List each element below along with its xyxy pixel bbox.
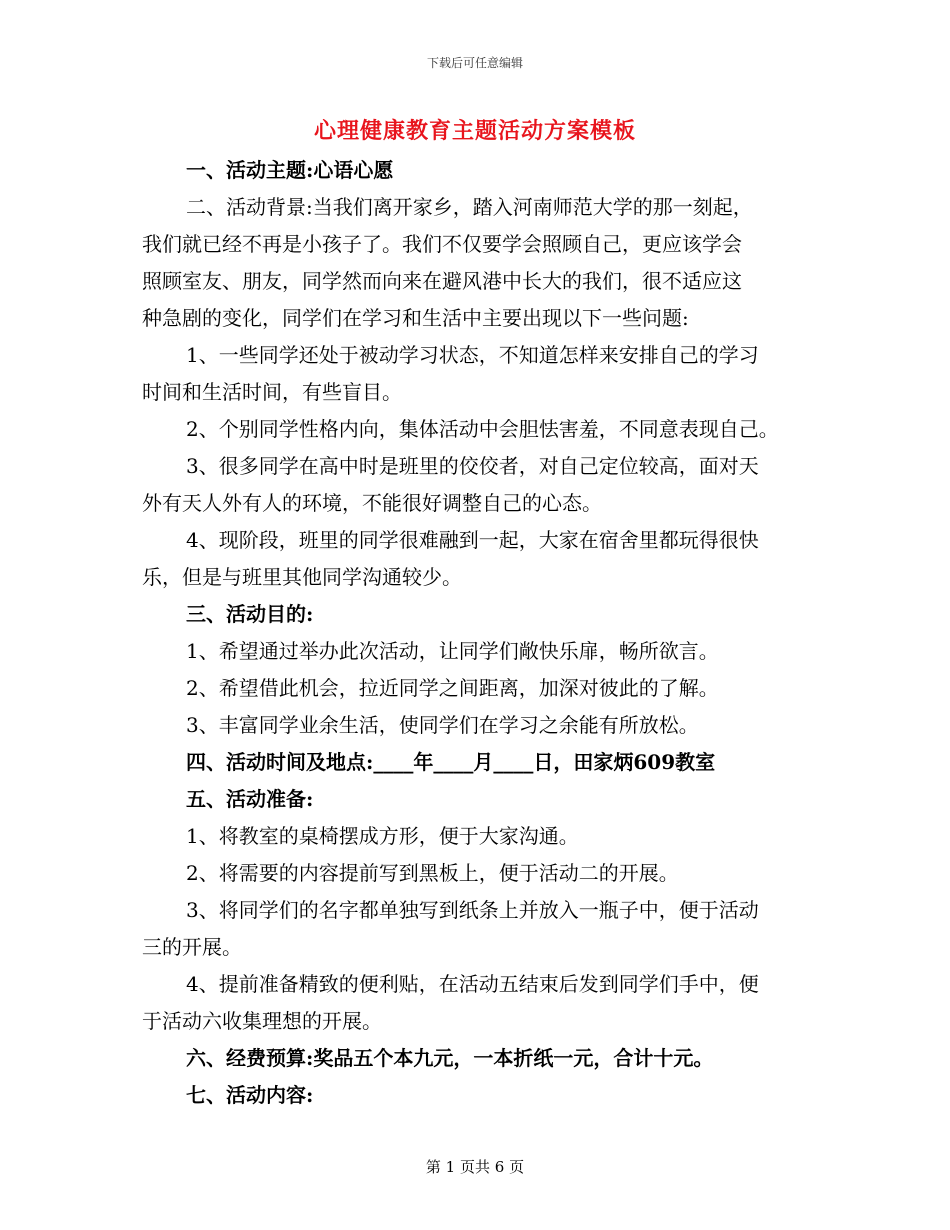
paragraph-line: 我们就已经不再是小孩子了。我们不仅要学会照顾自己，更应该学会 — [142, 232, 742, 256]
paragraph-line: 三的开展。 — [142, 935, 242, 959]
paragraph-line: 五、活动准备: — [186, 787, 314, 811]
header-note: 下载后可任意编辑 — [426, 56, 523, 70]
paragraph-line: 七、活动内容: — [186, 1083, 314, 1107]
paragraph-line: 1、希望通过举办此次活动，让同学们敞快乐扉，畅所欲言。 — [186, 639, 719, 663]
document-body — [142, 152, 822, 1114]
paragraph-line: 外有天人外有人的环境，不能很好调整自己的心态。 — [142, 491, 602, 515]
paragraph-line: 4、现阶段，班里的同学很难融到一起，大家在宿舍里都玩得很快 — [186, 528, 759, 552]
paragraph-line: 二、活动背景:当我们离开家乡，踏入河南师范大学的那一刻起， — [186, 195, 753, 219]
paragraph-line: 照顾室友、朋友，同学然而向来在避风港中长大的我们，很不适应这 — [142, 269, 742, 293]
document-title: 心理健康教育主题活动方案模板 — [313, 118, 636, 144]
paragraph-line: 一、活动主题:心语心愿 — [186, 158, 394, 182]
paragraph-line: 1、将教室的桌椅摆成方形，便于大家沟通。 — [186, 824, 579, 848]
paragraph-line: 2、个别同学性格内向，集体活动中会胆怯害羞，不同意表现自己。 — [186, 417, 779, 441]
paragraph-line: 2、希望借此机会，拉近同学之间距离，加深对彼此的了解。 — [186, 676, 719, 700]
page-footer: 第 1 页共 6 页 — [425, 1158, 525, 1176]
paragraph-line: 3、将同学们的名字都单独写到纸条上并放入一瓶子中，便于活动 — [186, 898, 759, 922]
paragraph-line: 4、提前准备精致的便利贴，在活动五结束后发到同学们手中，便 — [186, 972, 759, 996]
paragraph-line: 种急剧的变化，同学们在学习和生活中主要出现以下一些问题: — [142, 306, 689, 330]
paragraph-line: 3、丰富同学业余生活，使同学们在学习之余能有所放松。 — [186, 713, 699, 737]
paragraph-line: 乐，但是与班里其他同学沟通较少。 — [142, 565, 462, 589]
paragraph-line: 时间和生活时间，有些盲目。 — [142, 380, 402, 404]
paragraph-line: 六、经费预算:奖品五个本九元，一本折纸一元，合计十元。 — [186, 1046, 714, 1070]
paragraph-line: 于活动六收集理想的开展。 — [142, 1009, 382, 1033]
paragraph-line: 2、将需要的内容提前写到黑板上，便于活动二的开展。 — [186, 861, 679, 885]
paragraph-line: 1、一些同学还处于被动学习状态，不知道怎样来安排自己的学习 — [186, 343, 759, 367]
paragraph-line: 3、很多同学在高中时是班里的佼佼者，对自己定位较高，面对天 — [186, 454, 759, 478]
paragraph-line: 三、活动目的: — [186, 602, 314, 626]
paragraph-line: 四、活动时间及地点:____年____月____日，田家炳609教室 — [186, 750, 716, 774]
